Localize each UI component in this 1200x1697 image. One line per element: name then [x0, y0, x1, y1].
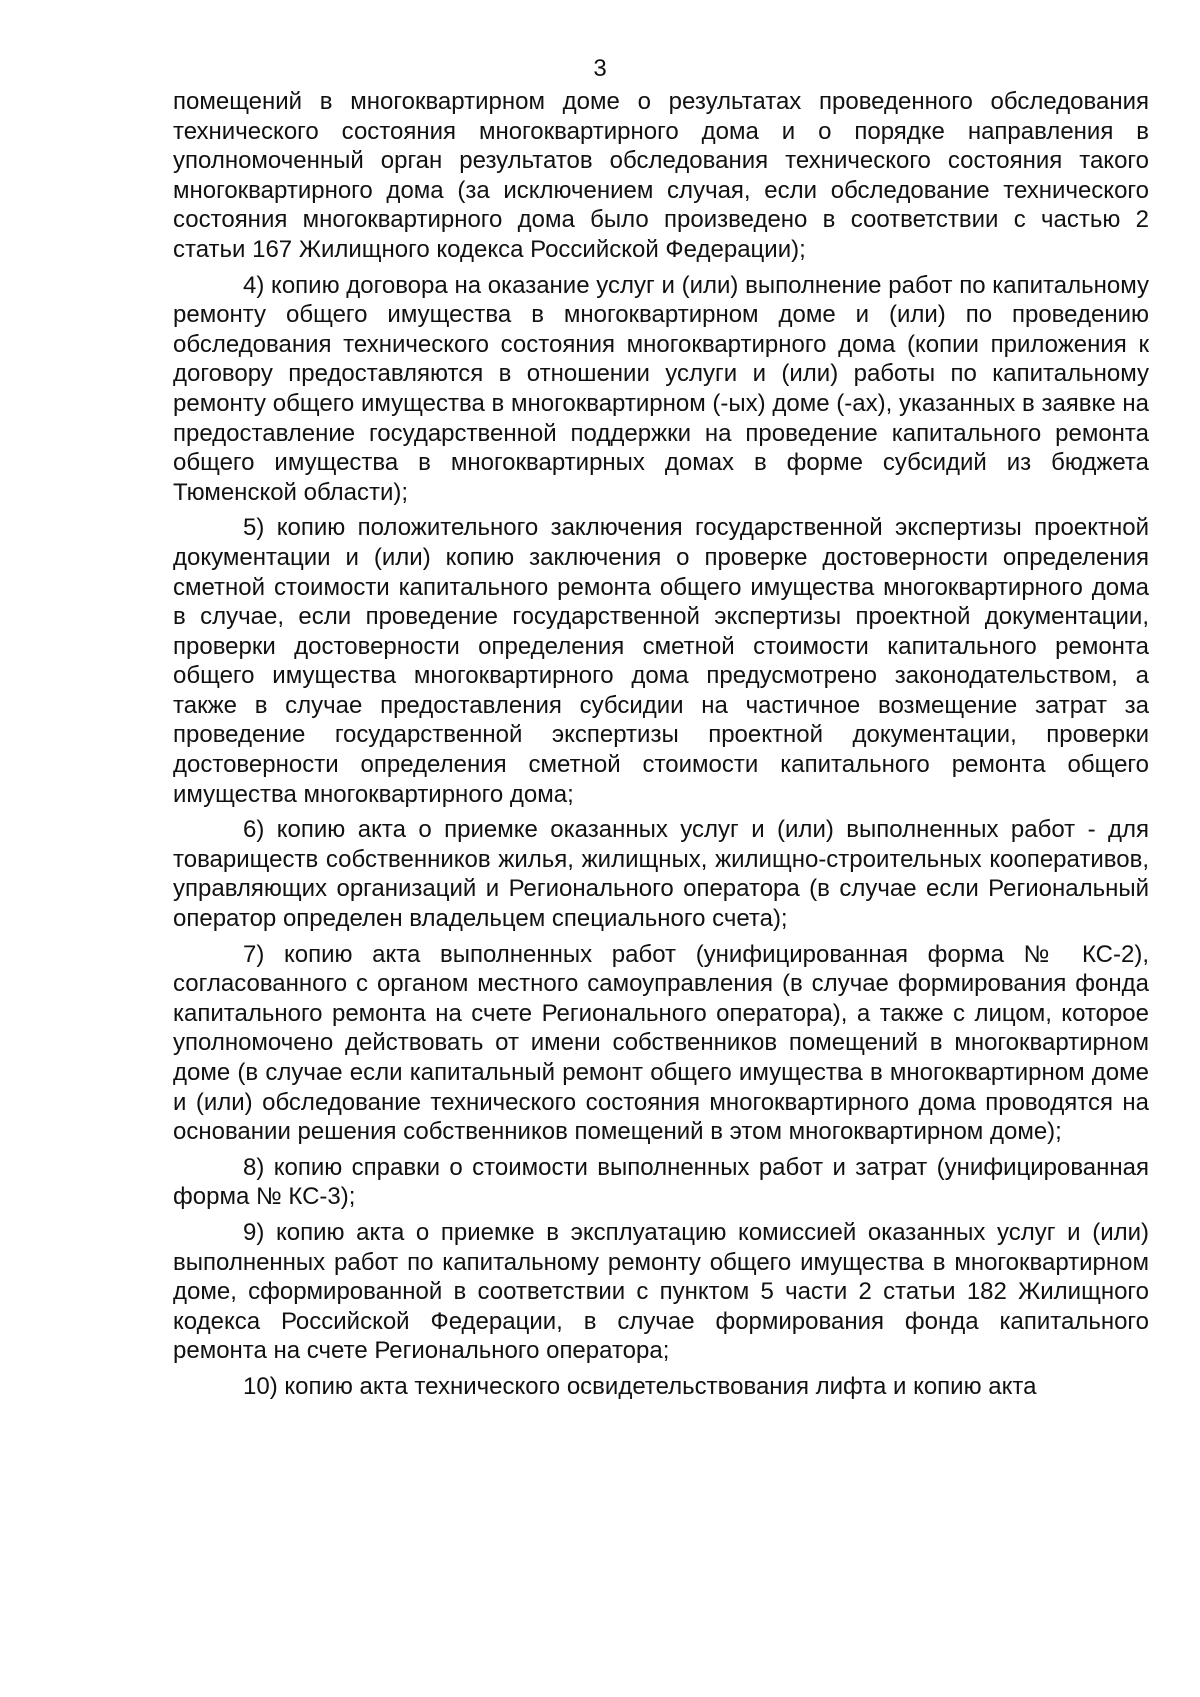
list-item-7: 7) копию акта выполненных работ (унифицированная форма № КС-2), согласованного с органом местного самоуправления (в случае формирования фонда капитального ремонта на счете Регионального оператора), а также с лицом, которое уполномочено действовать от имени собственников помещений в многоквартирном доме (в случае если капитальный ремонт общего имущества в многоквартирном доме и (или) обследование технического состояния многоквартирного дома проводятся на основании решения собственников помещений в этом многоквартирном доме);	[173, 940, 1149, 1146]
list-item-10: 10) копию акта технического освидетельствования лифта и копию акта	[243, 1372, 1037, 1400]
page-number: 3	[593, 55, 607, 82]
paragraph-continuation: помещений в многоквартирном доме о результатах проведенного обследования технического состояния многоквартирного дома и о порядке направления в уполномоченный орган результатов обследования технического состояния такого многоквартирного дома (за исключением случая, если обследование технического состояния многоквартирного дома было произведено в соответствии с частью 2 статьи 167 Жилищного кодекса Российской Федерации);	[173, 88, 1149, 263]
list-item-8: 8) копию справки о стоимости выполненных работ и затрат (унифицированная форма № КС-3);	[173, 1153, 1149, 1211]
list-item-4: 4) копию договора на оказание услуг и (или) выполнение работ по капитальному ремонту общего имущества в многоквартирном доме и (или) по проведению обследования технического состояния многоквартирного дома (копии приложения к договору предоставляются в отношении услуги и (или) работы по капитальному ремонту общего имущества в многоквартирном (-ых) доме (-ах), указанных в заявке на предоставление государственной поддержки на проведение капитального ремонта общего имущества в многоквартирных домах в форме субсидий из бюджета Тюменской области);	[173, 271, 1149, 506]
list-item-9: 9) копию акта о приемке в эксплуатацию комиссией оказанных услуг и (или) выполненных работ по капитальному ремонту общего имущества в многоквартирном доме, сформированной в соответствии с пунктом 5 части 2 статьи 182 Жилищного кодекса Российской Федерации, в случае формирования фонда капитального ремонта на счете Регионального оператора;	[173, 1218, 1149, 1365]
document-body	[173, 87, 1149, 1408]
list-item-5: 5) копию положительного заключения государственной экспертизы проектной документации и (или) копию заключения о проверке достоверности определения сметной стоимости капитального ремонта общего имущества многоквартирного дома в случае, если проведение государственной экспертизы проектной документации, проверки достоверности определения сметной стоимости капитального ремонта общего имущества многоквартирного дома предусмотрено законодательством, а также в случае предоставления субсидии на частичное возмещение затрат за проведение государственной экспертизы проектной документации, проверки достоверности определения сметной стоимости капитального ремонта общего имущества многоквартирного дома;	[173, 514, 1149, 808]
list-item-6: 6) копию акта о приемке оказанных услуг и (или) выполненных работ - для товариществ собственников жилья, жилищных, жилищно-строительных кооперативов, управляющих организаций и Регионального оператора (в случае если Региональный оператор определен владельцем специального счета);	[173, 816, 1149, 933]
